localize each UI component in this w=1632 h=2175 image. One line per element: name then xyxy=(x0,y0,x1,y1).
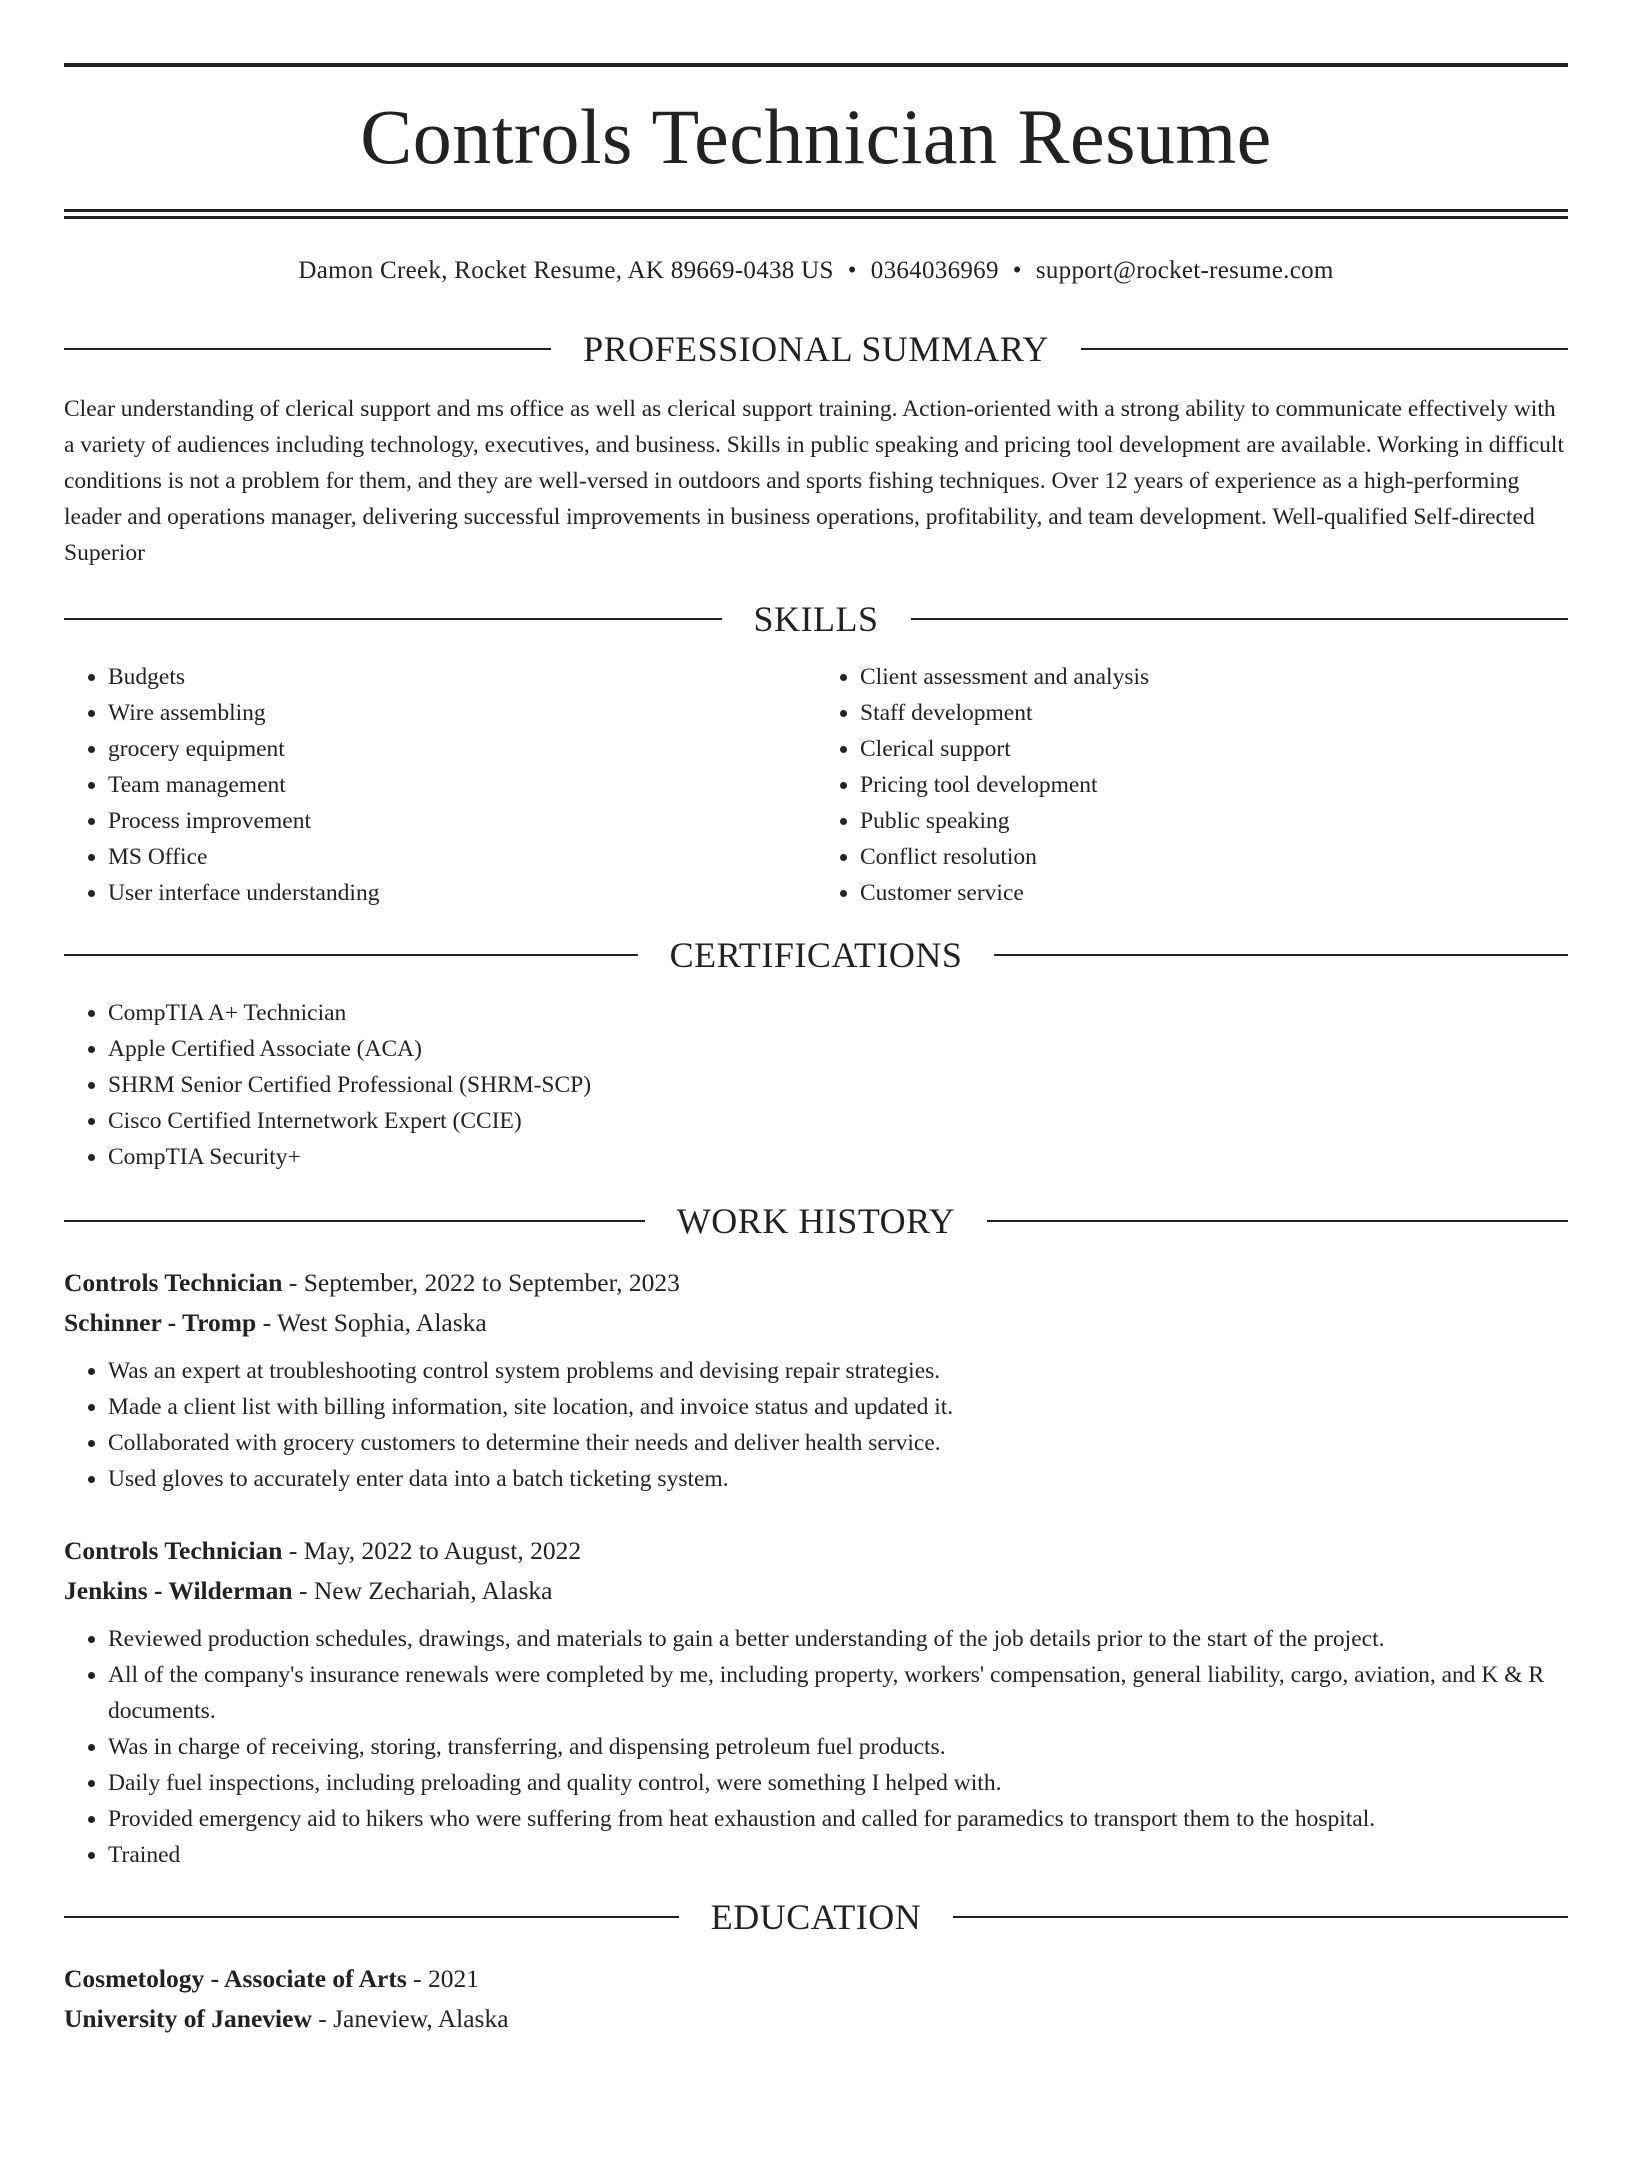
heading-rule-right xyxy=(911,618,1569,620)
certifications-list xyxy=(64,995,1568,1175)
job-company: Schinner - Tromp xyxy=(64,1308,257,1337)
job-company-line xyxy=(64,1303,1568,1343)
skill-item: • Budgets xyxy=(108,659,816,695)
heading-rule-right xyxy=(1081,348,1568,350)
job-entry xyxy=(64,1531,1568,1873)
job-duty: • All of the company's insurance renewals were completed by me, including property, workers' compensation, general liability, cargo, aviation, and K & R documents. xyxy=(108,1657,1568,1729)
job-title-line xyxy=(64,1531,1568,1571)
certifications-heading: CERTIFICATIONS xyxy=(669,935,963,975)
job-duty: • Made a client list with billing information, site location, and invoice status and updated it. xyxy=(108,1389,1568,1425)
header-double-rule xyxy=(64,209,1568,219)
summary-heading: PROFESSIONAL SUMMARY xyxy=(583,329,1049,369)
skill-item: • Client assessment and analysis xyxy=(860,659,1568,695)
skills-grid xyxy=(64,659,1568,911)
work-history-heading: WORK HISTORY xyxy=(676,1201,956,1241)
job-duties-list xyxy=(64,1621,1568,1873)
skill-item: • Team management xyxy=(108,767,816,803)
heading-rule-left xyxy=(64,1220,645,1222)
skills-left-column xyxy=(64,659,816,911)
job-duty: • Collaborated with grocery customers to determine their needs and deliver health service. xyxy=(108,1425,1568,1461)
heading-rule-left xyxy=(64,348,551,350)
education-entry xyxy=(64,1959,1568,2039)
summary-text: Clear understanding of clerical support and ms office as well as clerical support training. Action-oriented with a strong ability to communicate effectively with a variety of audiences including technology, executives, and business. Skills in public speaking and pricing tool development are available. Working in difficult conditions is not a problem for them, and they are well-versed in outdoors and sports fishing techniques. Over 12 years of experience as a high-performing leader and operations manager, delivering successful improvements in business operations, profitability, and team development. Well-qualified Self-directed Superior xyxy=(64,396,1564,566)
heading-rule-left xyxy=(64,1916,679,1918)
skill-item: • Clerical support xyxy=(860,731,1568,767)
skill-item: • MS Office xyxy=(108,839,816,875)
skills-heading: SKILLS xyxy=(753,599,879,639)
job-duty: • Provided emergency aid to hikers who were suffering from heat exhaustion and called for paramedics to transport them to the hospital. xyxy=(108,1801,1568,1837)
job-location: - New Zechariah, Alaska xyxy=(292,1576,553,1605)
education-heading: EDUCATION xyxy=(710,1897,922,1937)
job-title: Controls Technician xyxy=(64,1268,283,1297)
contact-email: support@rocket-resume.com xyxy=(1035,257,1334,284)
job-duty: • Was an expert at troubleshooting control system problems and devising repair strategies. xyxy=(108,1353,1568,1389)
skill-item: • Staff development xyxy=(860,695,1568,731)
job-duty: • Used gloves to accurately enter data into a batch ticketing system. xyxy=(108,1461,1568,1497)
summary-section-heading xyxy=(64,327,1568,371)
skill-item: • Customer service xyxy=(860,875,1568,911)
education-location: - Janeview, Alaska xyxy=(311,2004,509,2033)
education-year: - 2021 xyxy=(406,1964,480,1993)
skill-item: • Pricing tool development xyxy=(860,767,1568,803)
skill-item: • grocery equipment xyxy=(108,731,816,767)
heading-rule-left xyxy=(64,954,638,956)
certification-item: • Apple Certified Associate (ACA) xyxy=(108,1031,1568,1067)
heading-rule-right xyxy=(994,954,1568,956)
job-location: - West Sophia, Alaska xyxy=(256,1308,487,1337)
job-duty: • Daily fuel inspections, including preloading and quality control, were something I helped with. xyxy=(108,1765,1568,1801)
skill-item: • Public speaking xyxy=(860,803,1568,839)
job-entry xyxy=(64,1263,1568,1497)
heading-rule-right xyxy=(987,1220,1568,1222)
resume-title: Controls Technician Resume xyxy=(360,93,1272,180)
certification-item: • CompTIA Security+ xyxy=(108,1139,1568,1175)
heading-rule-right xyxy=(953,1916,1568,1918)
certifications-section-heading xyxy=(64,933,1568,977)
work-history-section-heading xyxy=(64,1199,1568,1243)
skill-item: • User interface understanding xyxy=(108,875,816,911)
education-school: University of Janeview xyxy=(64,2004,312,2033)
education-school-line xyxy=(64,1999,1568,2039)
job-duties-list xyxy=(64,1353,1568,1497)
job-duty: • Reviewed production schedules, drawings, and materials to gain a better understanding of the job details prior to the start of the project. xyxy=(108,1621,1568,1657)
skill-item: • Process improvement xyxy=(108,803,816,839)
job-company-line xyxy=(64,1571,1568,1611)
education-degree-line xyxy=(64,1959,1568,1999)
skill-item: • Conflict resolution xyxy=(860,839,1568,875)
education-section-heading xyxy=(64,1895,1568,1939)
resume-page xyxy=(0,63,1632,2175)
contact-address: Damon Creek, Rocket Resume, AK 89669-0438 US xyxy=(298,257,834,284)
heading-rule-left xyxy=(64,618,722,620)
contact-phone: 0364036969 xyxy=(870,257,999,284)
job-title-line xyxy=(64,1263,1568,1303)
job-duty: • Was in charge of receiving, storing, transferring, and dispensing petroleum fuel products. xyxy=(108,1729,1568,1765)
certification-item: • CompTIA A+ Technician xyxy=(108,995,1568,1031)
skill-item: • Wire assembling xyxy=(108,695,816,731)
contact-separator: • xyxy=(1012,257,1022,284)
job-duty: • Trained xyxy=(108,1837,1568,1873)
job-company: Jenkins - Wilderman xyxy=(64,1576,293,1605)
education-degree: Cosmetology - Associate of Arts xyxy=(64,1964,407,1993)
job-dates: - May, 2022 to August, 2022 xyxy=(282,1536,582,1565)
contact-separator: • xyxy=(847,257,857,284)
contact-info xyxy=(64,255,1568,287)
certification-item: • SHRM Senior Certified Professional (SHRM-SCP) xyxy=(108,1067,1568,1103)
job-dates: - September, 2022 to September, 2023 xyxy=(282,1268,680,1297)
skills-section-heading xyxy=(64,597,1568,641)
certification-item: • Cisco Certified Internetwork Expert (CCIE) xyxy=(108,1103,1568,1139)
skills-right-column xyxy=(816,659,1568,911)
job-title: Controls Technician xyxy=(64,1536,283,1565)
header-top-rule xyxy=(64,63,1568,67)
